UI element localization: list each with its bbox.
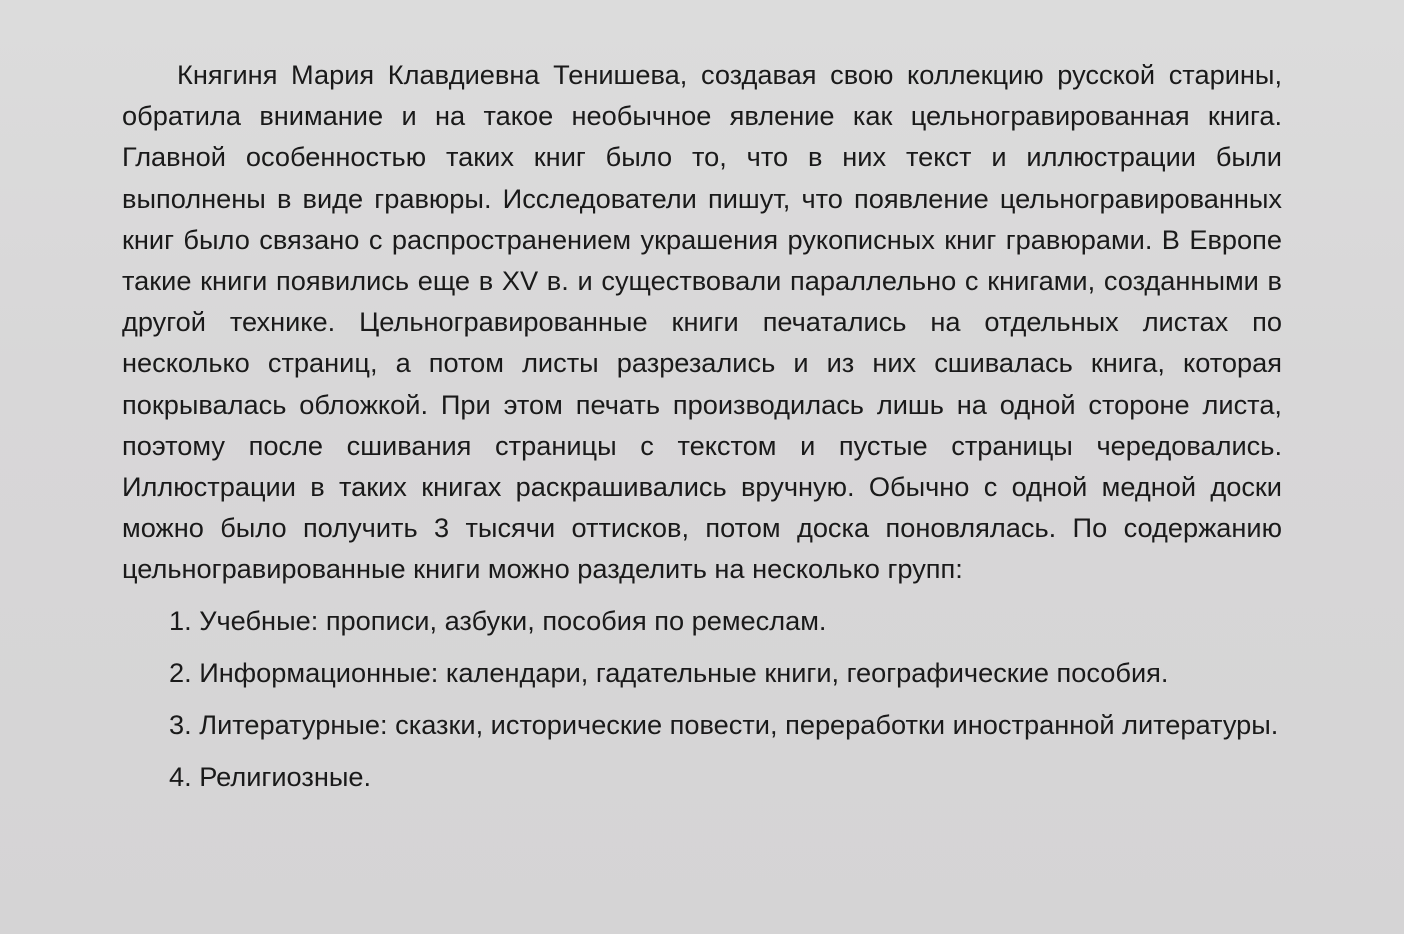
- list-item: 1. Учебные: прописи, азбуки, пособия по ремеслам.: [169, 604, 827, 636]
- list-item: 2. Информационные: календари, гадательные книги, географические пособия.: [169, 656, 1169, 688]
- list-item: 4. Религиозные.: [169, 761, 372, 793]
- list-item: 3. Литературные: сказки, исторические повести, переработки иностранной литературы.: [169, 709, 1279, 741]
- intro-paragraph: Княгиня Мария Клавдиевна Тенишева, создавая свою коллекцию русской старины, обратила внимание и на такое необычное явление как цельногравированная книга. Главной особенностью таких книг было то, что в них текст и иллюстрации были выполнены в виде гравюры. Исследователи пишут, что появление цельногравированных книг было связано с распространением украшения рукописных книг гравюрами. В Европе такие книги появились еще в XV в. и существовали параллельно с книгами, созданными в другой технике. Цельногравированные книги печатались на отдельных листах по несколько страниц, а потом листы разрезались и из них сшивалась книга, которая покрывалась обложкой. При этом печать производилась лишь на одной стороне листа, поэтому после сшивания страницы с текстом и пустые страницы чередовались. Иллюстрации в таких книгах раскрашивались вручную. Обычно с одной медной доски можно было получить 3 тысячи оттисков, потом доска поновлялась. По содержанию цельногравированные книги можно разделить на несколько групп:: [122, 59, 1282, 585]
- text-block: [122, 54, 1282, 797]
- group-list: [122, 600, 1282, 798]
